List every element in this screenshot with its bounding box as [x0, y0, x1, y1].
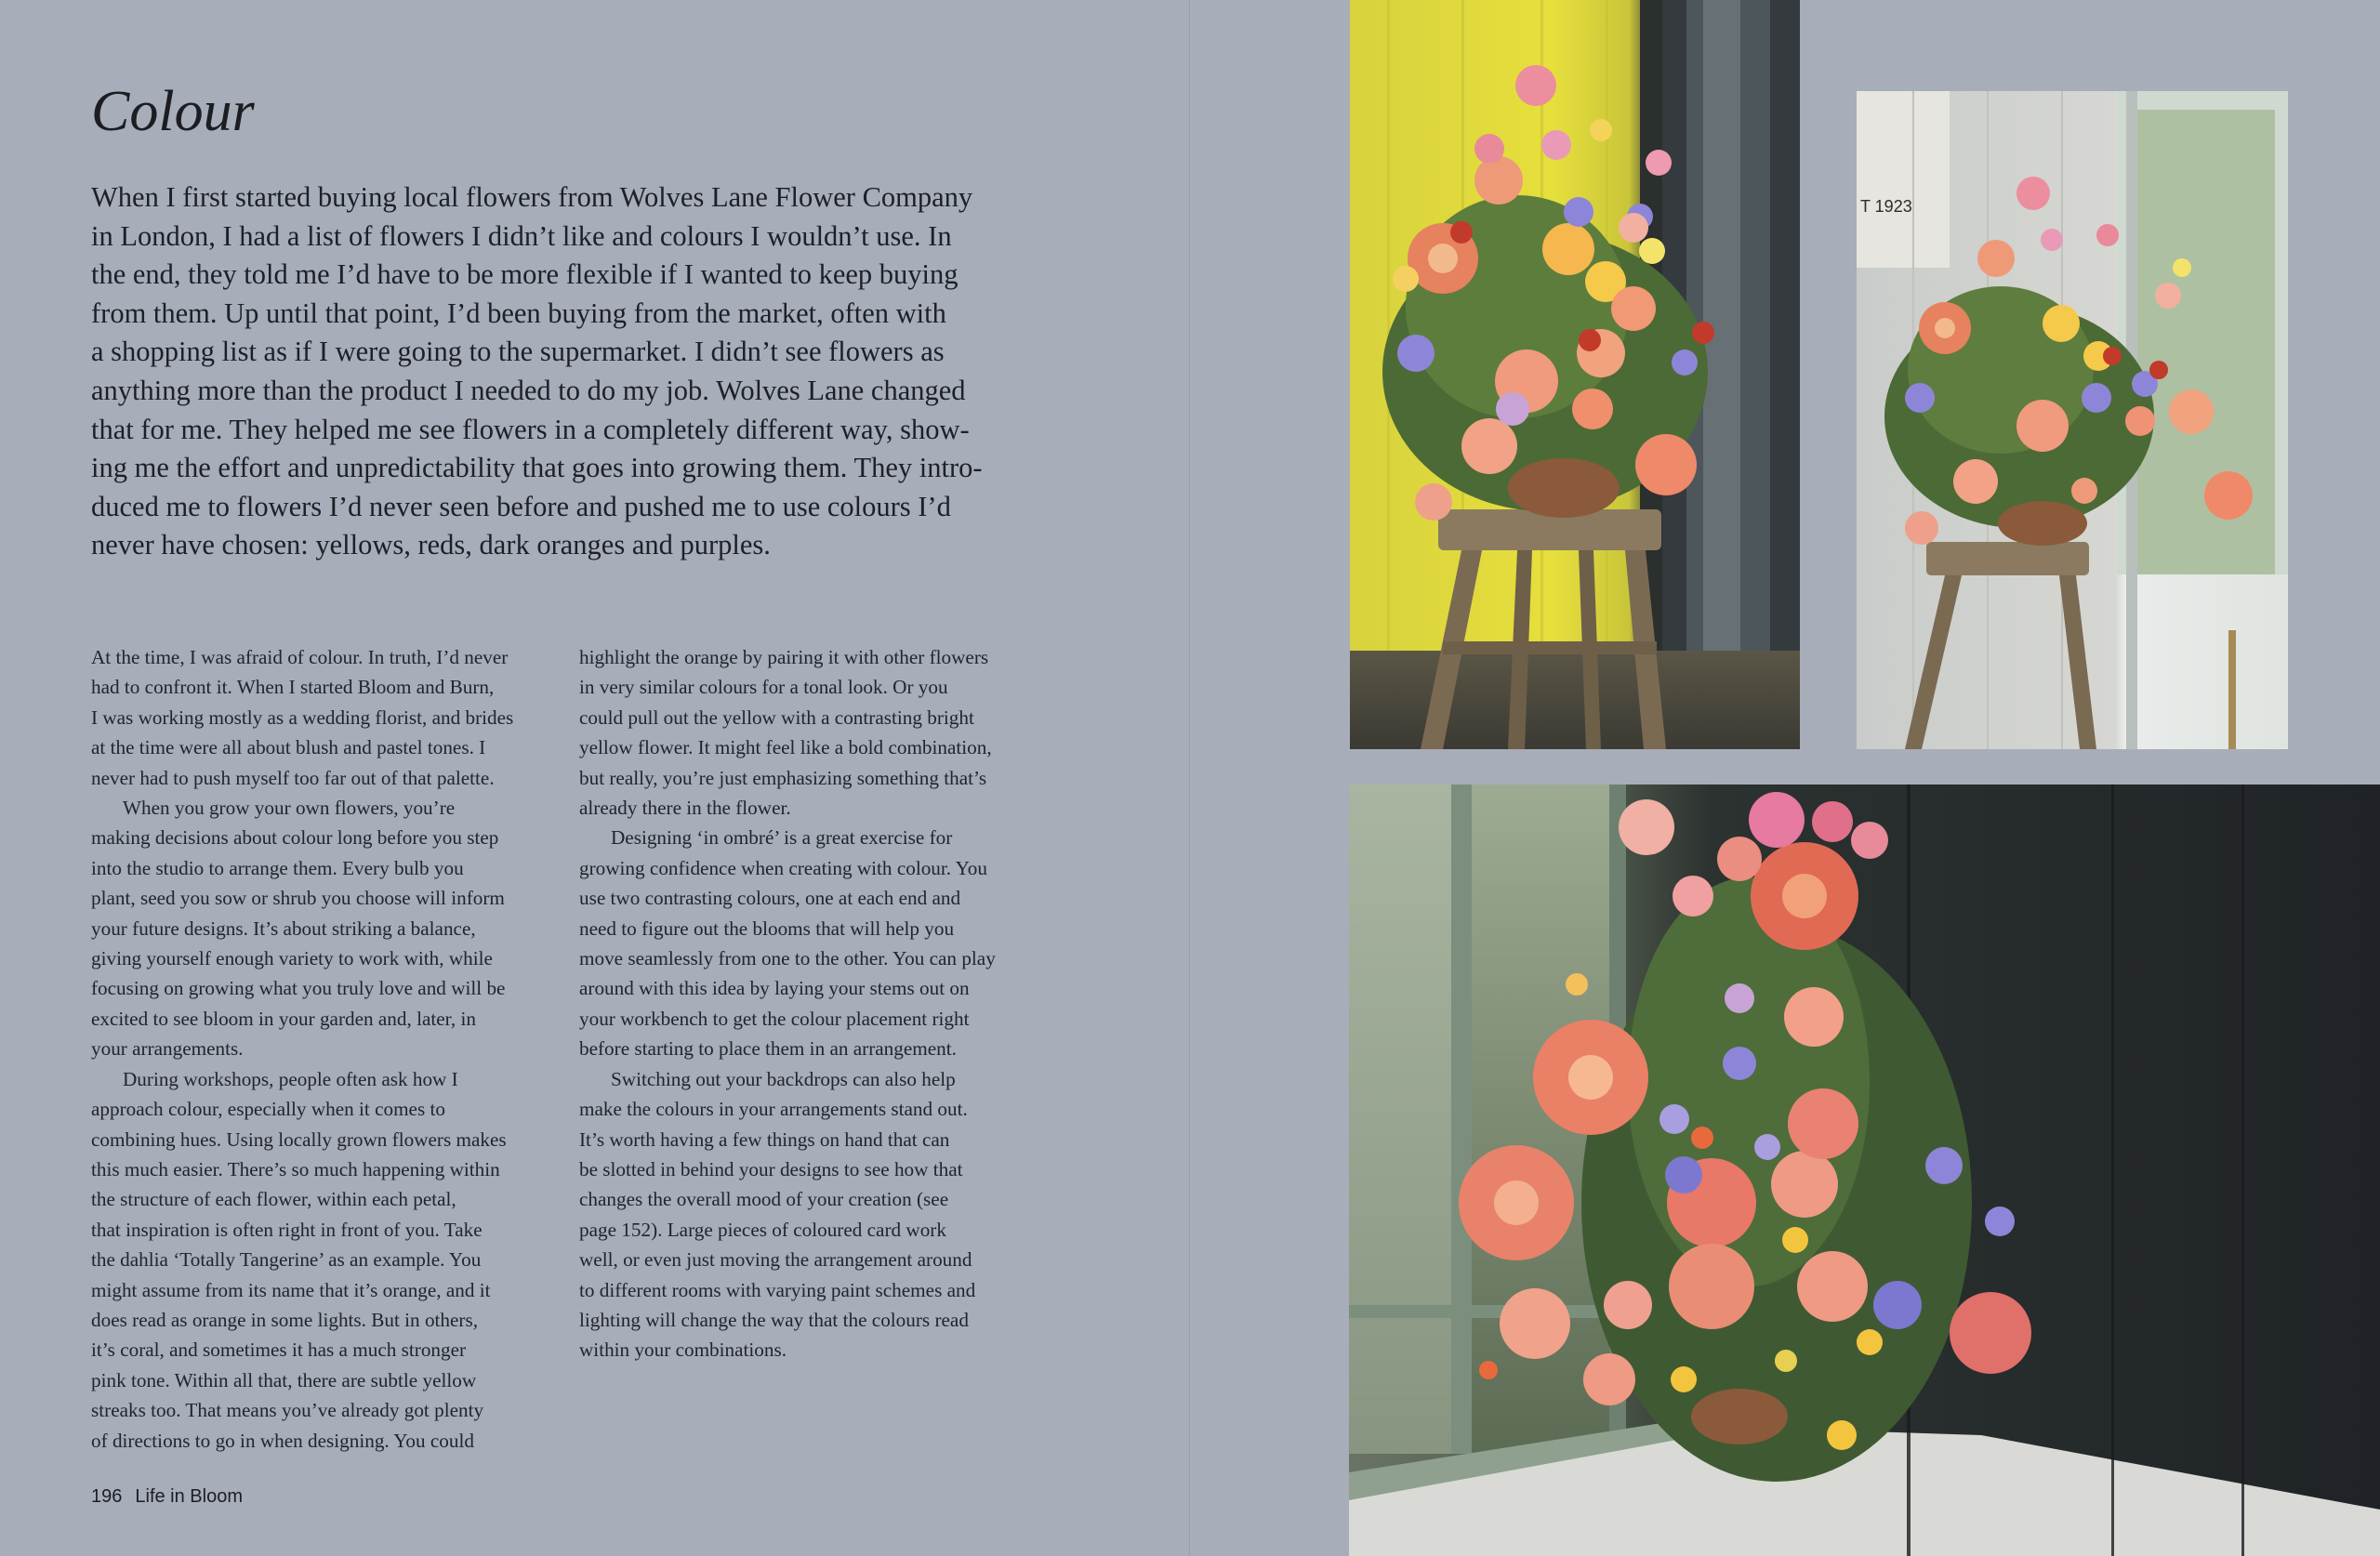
lead-paragraph — [91, 178, 1049, 565]
body-line: plant, seed you sow or shrub you choose will inform — [91, 887, 505, 910]
body-line: the structure of each flower, within each petal, — [91, 1188, 456, 1211]
body-line: lighting will change the way that the colours read — [579, 1308, 969, 1331]
lead-line: never have chosen: yellows, reds, dark oranges and purples. — [91, 529, 771, 561]
lead-line: that for me. They helped me see flowers in a completely different way, show- — [91, 413, 970, 445]
photo-windowsill-arrangement — [1349, 785, 2380, 1556]
body-line: It’s worth having a few things on hand that can — [579, 1127, 950, 1151]
wall-sign-text: T 1923 — [1860, 197, 1912, 216]
body-line: move seamlessly from one to the other. You can play — [579, 947, 996, 970]
body-line: around with this idea by laying your stems out on — [579, 977, 970, 1000]
body-line: During workshops, people often ask how I — [123, 1067, 458, 1090]
body-line: pink tone. Within all that, there are subtle yellow — [91, 1368, 477, 1391]
body-line: your workbench to get the colour placement right — [579, 1007, 970, 1030]
body-line: use two contrasting colours, one at each end and — [579, 887, 961, 910]
lead-line: When I first started buying local flowers from Wolves Lane Flower Company — [91, 181, 973, 213]
body-line: growing confidence when creating with colour. You — [579, 856, 987, 879]
chapter-title: Colour — [91, 80, 255, 143]
body-line: the dahlia ‘Totally Tangerine’ as an example. You — [91, 1248, 482, 1272]
lead-line: in London, I had a list of flowers I didn’t like and colours I wouldn’t use. In — [91, 219, 952, 252]
body-line: before starting to place them in an arrangement. — [579, 1037, 957, 1061]
body-line: it’s coral, and sometimes it has a much stronger — [91, 1338, 467, 1362]
lead-line: anything more than the product I needed to do my job. Wolves Lane changed — [91, 374, 966, 406]
running-title: Life in Bloom — [135, 1486, 243, 1507]
page-number: 196 — [91, 1486, 123, 1507]
body-line: could pull out the yellow with a contrasting bright — [579, 705, 974, 729]
body-column-2 — [579, 642, 1035, 1365]
body-line: to different rooms with varying paint schemes and — [579, 1278, 976, 1301]
lead-line: ing me the effort and unpredictability that goes into growing them. They intro- — [91, 452, 983, 484]
body-line: Switching out your backdrops can also help — [611, 1067, 956, 1090]
body-line: need to figure out the blooms that will help you — [579, 916, 955, 940]
lead-line: the end, they told me I’d have to be more flexible if I wanted to keep buying — [91, 258, 959, 291]
yellow-wall-scene — [1350, 0, 1800, 749]
body-line: well, or even just moving the arrangement around — [579, 1248, 972, 1272]
body-line: focusing on growing what you truly love and will be — [91, 977, 506, 1000]
body-line: in very similar colours for a tonal look. Or you — [579, 676, 948, 699]
body-line: Designing ‘in ombré’ is a great exercise for — [611, 826, 953, 850]
body-line: your arrangements. — [91, 1037, 244, 1061]
body-line: approach colour, especially when it comes to — [91, 1098, 445, 1121]
body-line: at the time were all about blush and pastel tones. I — [91, 736, 486, 759]
body-line: make the colours in your arrangements stand out. — [579, 1098, 968, 1121]
body-line: your future designs. It’s about striking a balance, — [91, 916, 476, 940]
body-line: but really, you’re just emphasizing something that’s — [579, 766, 987, 789]
lead-line: a shopping list as if I were going to the supermarket. I didn’t see flowers as — [91, 336, 945, 368]
body-line: of directions to go in when designing. You could — [91, 1429, 474, 1452]
window-stool-scene — [1857, 91, 2288, 749]
body-line: combining hues. Using locally grown flowers makes — [91, 1127, 507, 1151]
body-line: this much easier. There’s so much happening within — [91, 1157, 500, 1180]
page-folio — [91, 1486, 243, 1508]
body-line: might assume from its name that it’s orange, and it — [91, 1278, 491, 1301]
body-line: already there in the flower. — [579, 797, 791, 820]
body-line: within your combinations. — [579, 1338, 787, 1362]
windowsill-scene — [1349, 785, 2380, 1556]
lead-line: from them. Up until that point, I’d been buying from the market, often with — [91, 297, 946, 329]
body-line: into the studio to arrange them. Every bulb you — [91, 856, 464, 879]
body-line: When you grow your own flowers, you’re — [123, 797, 456, 820]
body-line: streaks too. That means you’ve already got plenty — [91, 1399, 484, 1422]
body-line: changes the overall mood of your creation (see — [579, 1188, 949, 1211]
body-line: does read as orange in some lights. But in others, — [91, 1308, 479, 1331]
body-line: yellow flower. It might feel like a bold combination, — [579, 736, 992, 759]
body-line: had to confront it. When I started Bloom and Burn, — [91, 676, 495, 699]
body-column-1 — [91, 642, 547, 1456]
body-line: excited to see bloom in your garden and, later, in — [91, 1007, 476, 1030]
body-line: that inspiration is often right in front of you. Take — [91, 1218, 483, 1241]
body-line: I was working mostly as a wedding florist, and brides — [91, 705, 514, 729]
photo-yellow-wall-arrangement — [1350, 0, 1800, 749]
body-line: At the time, I was afraid of colour. In truth, I’d never — [91, 646, 509, 668]
body-line: giving yourself enough variety to work with, while — [91, 947, 493, 970]
body-line: be slotted in behind your designs to see how that — [579, 1157, 963, 1180]
body-line: highlight the orange by pairing it with other flowers — [579, 646, 989, 668]
body-line: never had to push myself too far out of that palette. — [91, 766, 495, 789]
body-line: page 152). Large pieces of coloured card work — [579, 1218, 946, 1241]
photo-window-arrangement — [1857, 91, 2288, 749]
lead-line: duced me to flowers I’d never seen before and pushed me to use colours I’d — [91, 490, 951, 522]
body-line: making decisions about colour long before you step — [91, 826, 499, 850]
